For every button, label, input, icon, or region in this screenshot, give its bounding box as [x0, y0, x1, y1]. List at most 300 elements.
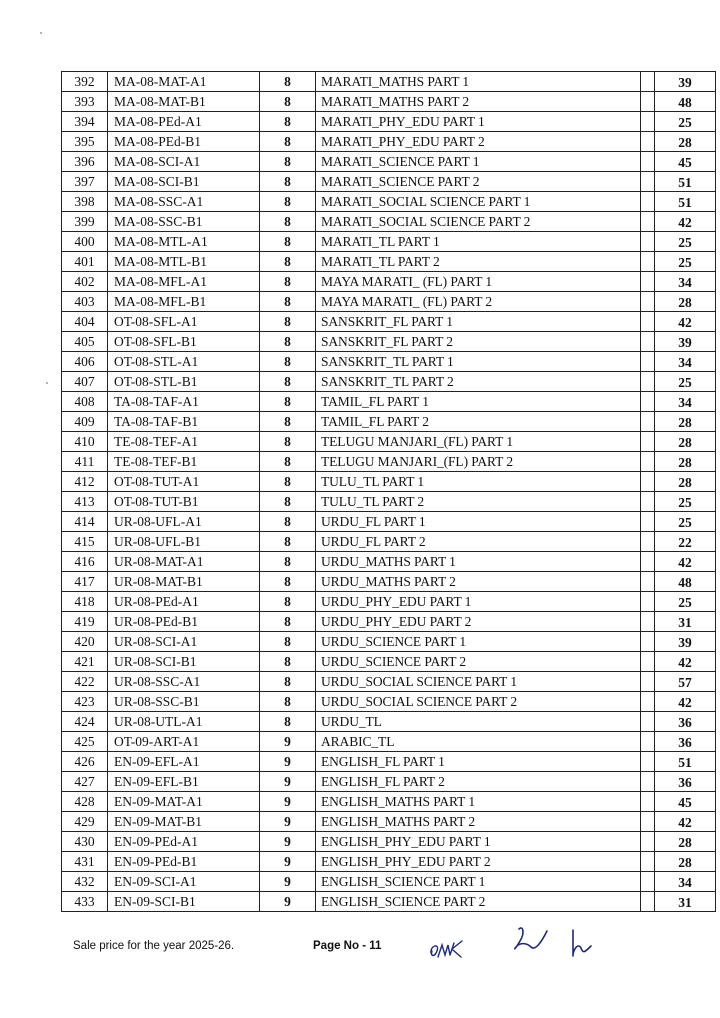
book-title-cell: MARATI_SCIENCE PART 1 [316, 152, 641, 172]
table-row [62, 492, 716, 512]
class-cell: 8 [260, 592, 316, 612]
blank-cell [641, 612, 655, 632]
book-code-cell: UR-08-UTL-A1 [108, 712, 260, 732]
serial-number-cell: 421 [62, 652, 108, 672]
serial-number-cell: 419 [62, 612, 108, 632]
book-title-cell: TULU_TL PART 1 [316, 472, 641, 492]
serial-number-cell: 409 [62, 412, 108, 432]
table-row [62, 772, 716, 792]
table-row [62, 192, 716, 212]
class-cell: 8 [260, 252, 316, 272]
blank-cell [641, 552, 655, 572]
table-row [62, 712, 716, 732]
book-code-cell: OT-08-STL-A1 [108, 352, 260, 372]
table-row [62, 412, 716, 432]
class-cell: 8 [260, 392, 316, 412]
serial-number-cell: 403 [62, 292, 108, 312]
price-cell: 51 [655, 752, 716, 772]
book-title-cell: MARATI_PHY_EDU PART 1 [316, 112, 641, 132]
table-row [62, 432, 716, 452]
book-code-cell: MA-08-MFL-A1 [108, 272, 260, 292]
serial-number-cell: 411 [62, 452, 108, 472]
table-row [62, 172, 716, 192]
blank-cell [641, 72, 655, 92]
price-cell: 25 [655, 372, 716, 392]
serial-number-cell: 413 [62, 492, 108, 512]
class-cell: 9 [260, 892, 316, 912]
serial-number-cell: 428 [62, 792, 108, 812]
blank-cell [641, 292, 655, 312]
book-title-cell: MARATI_TL PART 1 [316, 232, 641, 252]
serial-number-cell: 415 [62, 532, 108, 552]
table-row [62, 372, 716, 392]
blank-cell [641, 512, 655, 532]
book-title-cell: MARATI_TL PART 2 [316, 252, 641, 272]
table-row [62, 552, 716, 572]
class-cell: 8 [260, 632, 316, 652]
scan-dot [40, 32, 42, 34]
blank-cell [641, 332, 655, 352]
class-cell: 8 [260, 172, 316, 192]
price-cell: 28 [655, 852, 716, 872]
serial-number-cell: 431 [62, 852, 108, 872]
book-title-cell: TELUGU MANJARI_(FL) PART 2 [316, 452, 641, 472]
table-row [62, 292, 716, 312]
book-title-cell: URDU_SOCIAL SCIENCE PART 2 [316, 692, 641, 712]
book-code-cell: MA-08-MAT-B1 [108, 92, 260, 112]
class-cell: 8 [260, 212, 316, 232]
price-cell: 34 [655, 872, 716, 892]
table-row [62, 852, 716, 872]
price-cell: 48 [655, 572, 716, 592]
book-code-cell: EN-09-PEd-A1 [108, 832, 260, 852]
book-code-cell: EN-09-EFL-B1 [108, 772, 260, 792]
book-code-cell: OT-08-STL-B1 [108, 372, 260, 392]
table-row [62, 392, 716, 412]
serial-number-cell: 430 [62, 832, 108, 852]
class-cell: 8 [260, 492, 316, 512]
table-row [62, 812, 716, 832]
blank-cell [641, 492, 655, 512]
book-code-cell: UR-08-PEd-A1 [108, 592, 260, 612]
blank-cell [641, 712, 655, 732]
table-row [62, 72, 716, 92]
book-title-cell: ENGLISH_FL PART 1 [316, 752, 641, 772]
book-code-cell: OT-08-TUT-B1 [108, 492, 260, 512]
book-title-cell: MARATI_SCIENCE PART 2 [316, 172, 641, 192]
book-title-cell: ENGLISH_SCIENCE PART 1 [316, 872, 641, 892]
book-title-cell: URDU_PHY_EDU PART 1 [316, 592, 641, 612]
class-cell: 8 [260, 692, 316, 712]
serial-number-cell: 416 [62, 552, 108, 572]
class-cell: 9 [260, 752, 316, 772]
table-row [62, 232, 716, 252]
book-title-cell: SANSKRIT_FL PART 1 [316, 312, 641, 332]
serial-number-cell: 393 [62, 92, 108, 112]
table-row [62, 752, 716, 772]
serial-number-cell: 423 [62, 692, 108, 712]
class-cell: 8 [260, 432, 316, 452]
signature-2 [505, 923, 551, 959]
blank-cell [641, 452, 655, 472]
book-title-cell: MARATI_MATHS PART 1 [316, 72, 641, 92]
serial-number-cell: 432 [62, 872, 108, 892]
price-cell: 51 [655, 192, 716, 212]
class-cell: 9 [260, 812, 316, 832]
class-cell: 9 [260, 732, 316, 752]
table-row [62, 92, 716, 112]
blank-cell [641, 752, 655, 772]
book-code-cell: UR-08-UFL-B1 [108, 532, 260, 552]
class-cell: 8 [260, 572, 316, 592]
price-cell: 28 [655, 432, 716, 452]
price-cell: 42 [655, 652, 716, 672]
table-row [62, 832, 716, 852]
table-row [62, 112, 716, 132]
blank-cell [641, 152, 655, 172]
serial-number-cell: 408 [62, 392, 108, 412]
blank-cell [641, 832, 655, 852]
price-cell: 25 [655, 512, 716, 532]
book-code-cell: MA-08-SSC-A1 [108, 192, 260, 212]
blank-cell [641, 192, 655, 212]
book-title-cell: URDU_TL [316, 712, 641, 732]
blank-cell [641, 772, 655, 792]
price-cell: 28 [655, 412, 716, 432]
blank-cell [641, 632, 655, 652]
price-cell: 22 [655, 532, 716, 552]
blank-cell [641, 792, 655, 812]
book-code-cell: EN-09-MAT-A1 [108, 792, 260, 812]
class-cell: 8 [260, 232, 316, 252]
book-title-cell: URDU_PHY_EDU PART 2 [316, 612, 641, 632]
serial-number-cell: 404 [62, 312, 108, 332]
class-cell: 9 [260, 772, 316, 792]
price-cell: 25 [655, 492, 716, 512]
book-title-cell: ENGLISH_FL PART 2 [316, 772, 641, 792]
book-code-cell: MA-08-MTL-A1 [108, 232, 260, 252]
class-cell: 8 [260, 152, 316, 172]
blank-cell [641, 172, 655, 192]
price-cell: 36 [655, 732, 716, 752]
class-cell: 8 [260, 512, 316, 532]
table-row [62, 672, 716, 692]
blank-cell [641, 212, 655, 232]
serial-number-cell: 395 [62, 132, 108, 152]
class-cell: 8 [260, 132, 316, 152]
serial-number-cell: 399 [62, 212, 108, 232]
price-cell: 28 [655, 832, 716, 852]
signature-3 [565, 926, 601, 962]
blank-cell [641, 892, 655, 912]
class-cell: 8 [260, 372, 316, 392]
book-title-cell: MARATI_PHY_EDU PART 2 [316, 132, 641, 152]
book-code-cell: MA-08-PEd-B1 [108, 132, 260, 152]
blank-cell [641, 412, 655, 432]
table-body [62, 72, 716, 912]
price-cell: 42 [655, 312, 716, 332]
book-code-cell: MA-08-MFL-B1 [108, 292, 260, 312]
price-cell: 36 [655, 772, 716, 792]
blank-cell [641, 352, 655, 372]
table-row [62, 312, 716, 332]
book-title-cell: ARABIC_TL [316, 732, 641, 752]
table-row [62, 132, 716, 152]
table-row [62, 572, 716, 592]
blank-cell [641, 732, 655, 752]
class-cell: 9 [260, 852, 316, 872]
price-cell: 42 [655, 552, 716, 572]
blank-cell [641, 532, 655, 552]
book-code-cell: MA-08-SCI-B1 [108, 172, 260, 192]
book-code-cell: UR-08-SCI-B1 [108, 652, 260, 672]
table-row [62, 472, 716, 492]
serial-number-cell: 394 [62, 112, 108, 132]
table-row [62, 252, 716, 272]
serial-number-cell: 398 [62, 192, 108, 212]
serial-number-cell: 397 [62, 172, 108, 192]
book-code-cell: TE-08-TEF-B1 [108, 452, 260, 472]
price-cell: 51 [655, 172, 716, 192]
serial-number-cell: 427 [62, 772, 108, 792]
price-cell: 25 [655, 592, 716, 612]
blank-cell [641, 392, 655, 412]
book-title-cell: URDU_SOCIAL SCIENCE PART 1 [316, 672, 641, 692]
class-cell: 8 [260, 112, 316, 132]
book-code-cell: EN-09-SCI-A1 [108, 872, 260, 892]
price-cell: 25 [655, 252, 716, 272]
class-cell: 8 [260, 72, 316, 92]
blank-cell [641, 252, 655, 272]
table-row [62, 272, 716, 292]
book-title-cell: URDU_FL PART 1 [316, 512, 641, 532]
table-row [62, 152, 716, 172]
blank-cell [641, 132, 655, 152]
serial-number-cell: 412 [62, 472, 108, 492]
serial-number-cell: 420 [62, 632, 108, 652]
book-title-cell: ENGLISH_MATHS PART 2 [316, 812, 641, 832]
book-title-cell: SANSKRIT_FL PART 2 [316, 332, 641, 352]
scan-dot [46, 382, 48, 384]
class-cell: 8 [260, 332, 316, 352]
class-cell: 8 [260, 452, 316, 472]
table-row [62, 892, 716, 912]
blank-cell [641, 652, 655, 672]
book-code-cell: OT-08-SFL-A1 [108, 312, 260, 332]
blank-cell [641, 372, 655, 392]
class-cell: 8 [260, 272, 316, 292]
blank-cell [641, 272, 655, 292]
price-cell: 28 [655, 452, 716, 472]
class-cell: 9 [260, 872, 316, 892]
serial-number-cell: 433 [62, 892, 108, 912]
price-cell: 28 [655, 132, 716, 152]
book-title-cell: MARATI_SOCIAL SCIENCE PART 2 [316, 212, 641, 232]
price-cell: 48 [655, 92, 716, 112]
book-code-cell: EN-09-MAT-B1 [108, 812, 260, 832]
book-code-cell: TA-08-TAF-A1 [108, 392, 260, 412]
blank-cell [641, 432, 655, 452]
book-code-cell: TA-08-TAF-B1 [108, 412, 260, 432]
book-code-cell: UR-08-MAT-A1 [108, 552, 260, 572]
serial-number-cell: 410 [62, 432, 108, 452]
table-row [62, 532, 716, 552]
blank-cell [641, 812, 655, 832]
price-cell: 28 [655, 292, 716, 312]
book-code-cell: OT-08-SFL-B1 [108, 332, 260, 352]
book-title-cell: SANSKRIT_TL PART 1 [316, 352, 641, 372]
book-title-cell: TAMIL_FL PART 2 [316, 412, 641, 432]
book-title-cell: URDU_SCIENCE PART 2 [316, 652, 641, 672]
blank-cell [641, 852, 655, 872]
book-title-cell: TAMIL_FL PART 1 [316, 392, 641, 412]
blank-cell [641, 572, 655, 592]
book-title-cell: URDU_MATHS PART 2 [316, 572, 641, 592]
price-cell: 25 [655, 112, 716, 132]
serial-number-cell: 414 [62, 512, 108, 532]
serial-number-cell: 429 [62, 812, 108, 832]
serial-number-cell: 417 [62, 572, 108, 592]
price-cell: 57 [655, 672, 716, 692]
price-cell: 25 [655, 232, 716, 252]
price-cell: 39 [655, 632, 716, 652]
blank-cell [641, 232, 655, 252]
class-cell: 8 [260, 412, 316, 432]
price-cell: 34 [655, 272, 716, 292]
book-code-cell: UR-08-SCI-A1 [108, 632, 260, 652]
blank-cell [641, 472, 655, 492]
blank-cell [641, 592, 655, 612]
book-title-cell: ENGLISH_SCIENCE PART 2 [316, 892, 641, 912]
book-title-cell: SANSKRIT_TL PART 2 [316, 372, 641, 392]
book-code-cell: OT-09-ART-A1 [108, 732, 260, 752]
price-cell: 31 [655, 892, 716, 912]
price-cell: 28 [655, 472, 716, 492]
class-cell: 9 [260, 792, 316, 812]
table-row [62, 512, 716, 532]
serial-number-cell: 401 [62, 252, 108, 272]
blank-cell [641, 312, 655, 332]
book-code-cell: UR-08-PEd-B1 [108, 612, 260, 632]
class-cell: 8 [260, 712, 316, 732]
sale-price-note: Sale price for the year 2025-26. [73, 940, 235, 952]
book-code-cell: MA-08-MAT-A1 [108, 72, 260, 92]
table-row [62, 652, 716, 672]
table-row [62, 612, 716, 632]
class-cell: 8 [260, 92, 316, 112]
price-cell: 34 [655, 352, 716, 372]
book-title-cell: TULU_TL PART 2 [316, 492, 641, 512]
class-cell: 8 [260, 352, 316, 372]
price-cell: 31 [655, 612, 716, 632]
book-code-cell: UR-08-SSC-A1 [108, 672, 260, 692]
book-title-cell: URDU_MATHS PART 1 [316, 552, 641, 572]
price-cell: 39 [655, 72, 716, 92]
class-cell: 8 [260, 612, 316, 632]
serial-number-cell: 392 [62, 72, 108, 92]
book-title-cell: MAYA MARATI_ (FL) PART 2 [316, 292, 641, 312]
book-title-cell: MAYA MARATI_ (FL) PART 1 [316, 272, 641, 292]
book-code-cell: EN-09-EFL-A1 [108, 752, 260, 772]
price-cell: 45 [655, 152, 716, 172]
book-code-cell: UR-08-MAT-B1 [108, 572, 260, 592]
class-cell: 8 [260, 552, 316, 572]
book-title-cell: ENGLISH_PHY_EDU PART 2 [316, 852, 641, 872]
book-title-cell: TELUGU MANJARI_(FL) PART 1 [316, 432, 641, 452]
initials-signature-1 [428, 937, 468, 963]
book-code-cell: MA-08-MTL-B1 [108, 252, 260, 272]
table-row [62, 792, 716, 812]
book-code-cell: EN-09-SCI-B1 [108, 892, 260, 912]
serial-number-cell: 425 [62, 732, 108, 752]
book-code-cell: UR-08-SSC-B1 [108, 692, 260, 712]
serial-number-cell: 407 [62, 372, 108, 392]
class-cell: 8 [260, 312, 316, 332]
class-cell: 8 [260, 532, 316, 552]
book-code-cell: MA-08-SSC-B1 [108, 212, 260, 232]
price-cell: 45 [655, 792, 716, 812]
blank-cell [641, 92, 655, 112]
price-cell: 39 [655, 332, 716, 352]
price-cell: 42 [655, 692, 716, 712]
book-title-cell: ENGLISH_PHY_EDU PART 1 [316, 832, 641, 852]
book-title-cell: MARATI_SOCIAL SCIENCE PART 1 [316, 192, 641, 212]
serial-number-cell: 424 [62, 712, 108, 732]
serial-number-cell: 422 [62, 672, 108, 692]
book-code-cell: TE-08-TEF-A1 [108, 432, 260, 452]
serial-number-cell: 402 [62, 272, 108, 292]
class-cell: 8 [260, 672, 316, 692]
serial-number-cell: 400 [62, 232, 108, 252]
class-cell: 9 [260, 832, 316, 852]
table-row [62, 352, 716, 372]
table-row [62, 732, 716, 752]
blank-cell [641, 872, 655, 892]
book-code-cell: MA-08-PEd-A1 [108, 112, 260, 132]
book-code-cell: UR-08-UFL-A1 [108, 512, 260, 532]
price-cell: 42 [655, 812, 716, 832]
price-cell: 34 [655, 392, 716, 412]
textbook-price-table [61, 71, 716, 912]
book-code-cell: MA-08-SCI-A1 [108, 152, 260, 172]
blank-cell [641, 112, 655, 132]
price-cell: 36 [655, 712, 716, 732]
table-row [62, 212, 716, 232]
table-row [62, 592, 716, 612]
serial-number-cell: 418 [62, 592, 108, 612]
price-cell: 42 [655, 212, 716, 232]
table-row [62, 332, 716, 352]
table-row [62, 452, 716, 472]
serial-number-cell: 406 [62, 352, 108, 372]
table-row [62, 632, 716, 652]
book-code-cell: EN-09-PEd-B1 [108, 852, 260, 872]
book-title-cell: MARATI_MATHS PART 2 [316, 92, 641, 112]
book-title-cell: URDU_SCIENCE PART 1 [316, 632, 641, 652]
serial-number-cell: 426 [62, 752, 108, 772]
class-cell: 8 [260, 292, 316, 312]
serial-number-cell: 405 [62, 332, 108, 352]
blank-cell [641, 692, 655, 712]
class-cell: 8 [260, 472, 316, 492]
class-cell: 8 [260, 652, 316, 672]
table-row [62, 872, 716, 892]
book-code-cell: OT-08-TUT-A1 [108, 472, 260, 492]
book-title-cell: URDU_FL PART 2 [316, 532, 641, 552]
blank-cell [641, 672, 655, 692]
serial-number-cell: 396 [62, 152, 108, 172]
page-number: Page No - 11 [313, 940, 382, 952]
